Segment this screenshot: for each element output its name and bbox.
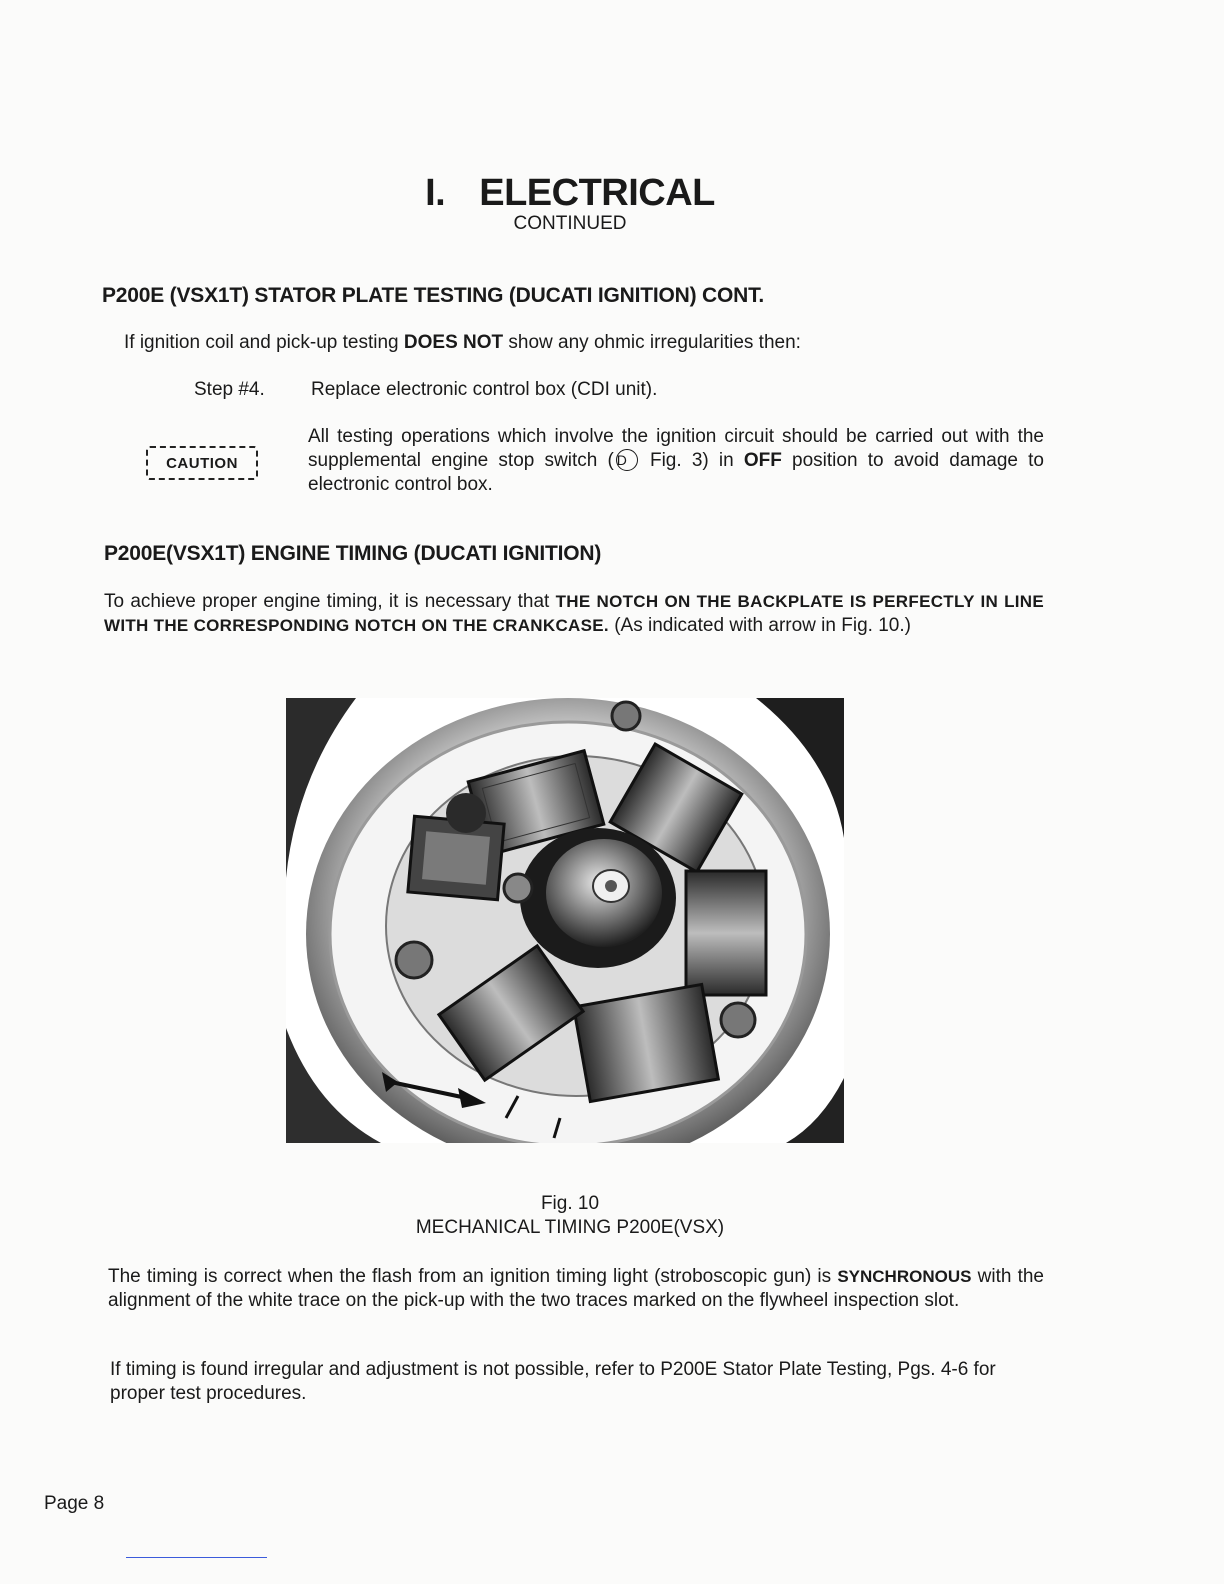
synchronous-paragraph: The timing is correct when the flash from an ignition timing light (stroboscopic gun) is SYNCHRONOUS with the alignment of the white trace on the pick-up with the two traces marked on the flywheel inspection slot.	[108, 1266, 1044, 1311]
crank-hub	[520, 828, 676, 968]
section-heading-stator-testing: P200E (VSX1T) STATOR PLATE TESTING (DUCATI IGNITION) CONT.	[102, 284, 764, 307]
circled-d-marker: D	[616, 449, 638, 471]
figure-title: MECHANICAL TIMING P200E(VSX)	[415, 1217, 725, 1238]
intro-paragraph: If ignition coil and pick-up testing DOES NOT show any ohmic irregularities then:	[124, 332, 801, 353]
figure-stator-photo	[286, 698, 844, 1143]
caution-badge	[146, 446, 258, 480]
chapter-number: I.	[425, 172, 446, 214]
step-text: Replace electronic control box (CDI unit).	[311, 379, 658, 400]
caution-paragraph: All testing operations which involve the ignition circuit should be carried out with the supplemental engine stop switch ( D Fig. 3) in OFF position to avoid damage to electronic control box.	[308, 426, 1044, 495]
step-label: Step #4.	[194, 379, 265, 400]
chapter-name: ELECTRICAL	[479, 172, 715, 214]
footer-rule	[126, 1557, 267, 1558]
emphasis-notch-alignment: THE NOTCH ON THE BACKPLATE IS PERFECTLY IN LINE WITH THE CORRESPONDING NOTCH ON THE CRANKCASE.	[104, 592, 1045, 635]
caution-label: CAUTION	[166, 454, 238, 472]
page-number: Page 8	[44, 1493, 105, 1514]
emphasis-off: OFF	[743, 450, 782, 471]
figure-label: Fig. 10	[540, 1193, 600, 1214]
emphasis-synchronous: SYNCHRONOUS	[837, 1267, 972, 1286]
timing-paragraph: To achieve proper engine timing, it is necessary that THE NOTCH ON THE BACKPLATE IS PERFECTLY IN LINE WITH THE CORRESPONDING NOTCH ON THE CRANKCASE. (As indicated with arrow in Fig. 10.)	[104, 591, 1045, 636]
irregular-timing-paragraph: If timing is found irregular and adjustment is not possible, refer to P200E Stator Plate Testing, Pgs. 4-6 for proper test procedures.	[110, 1359, 996, 1404]
stator-plate-illustration	[286, 698, 844, 1143]
emphasis-does-not: DOES NOT	[403, 332, 504, 353]
section-heading-engine-timing: P200E(VSX1T) ENGINE TIMING (DUCATI IGNITION)	[104, 542, 602, 565]
chapter-subtitle: CONTINUED	[513, 213, 627, 234]
chapter-title	[0, 172, 1140, 215]
